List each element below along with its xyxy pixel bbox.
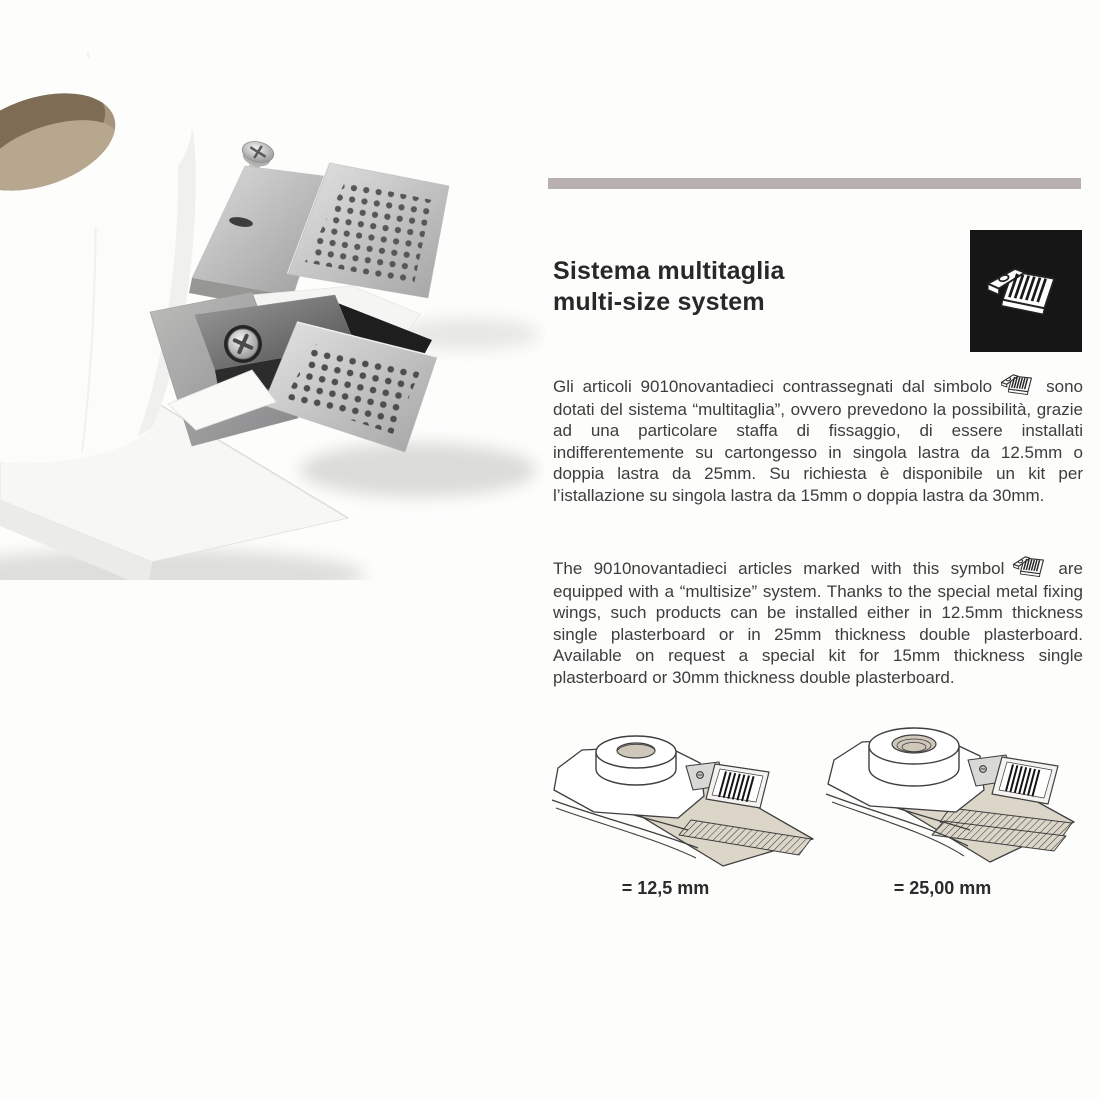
paragraph-english-after: are equipped with a “multisize” system. Thanks to the special metal fixing wings, such products can be installed either in 12.5mm thickness single plasterboard or in 25mm thickness double plasterboard. Available on request a special kit for 15mm thickness single plasterboard or 30mm thickness double plasterboard. bbox=[553, 559, 1083, 687]
multisize-symbol-box bbox=[970, 230, 1082, 352]
product-photo bbox=[0, 0, 545, 580]
multisize-bracket-icon bbox=[982, 259, 1070, 323]
section-divider-bar bbox=[548, 178, 1081, 189]
label-double-thickness: = 25,00 mm bbox=[893, 878, 992, 898]
paragraph-english-before: The 9010novantadieci articles marked with this symbol bbox=[553, 559, 1005, 578]
label-single-thickness: = 12,5 mm bbox=[621, 878, 710, 898]
title-line-italian: Sistema multitaglia bbox=[553, 257, 785, 285]
diagram-single-plasterboard bbox=[548, 708, 830, 876]
bracket-screw-icon bbox=[224, 325, 262, 363]
diagram-double-plasterboard bbox=[822, 704, 1100, 876]
paragraph-italian bbox=[553, 370, 1083, 506]
title-line-english: multi-size system bbox=[553, 288, 765, 316]
paragraph-italian-after: sono dotati del sistema “multitaglia”, ovvero prevedono la possibilità, grazie ad una particolare staffa di fissaggio, di essere installati indifferentemente su cartongesso in singola lastra da 12.5mm o doppia lastra da 25mm. Su richiesta è disponibile un kit per l’istallazione su singola lastra da 15mm o doppia lastra da 30mm. bbox=[553, 377, 1083, 505]
multisize-symbol-inline-icon bbox=[1008, 551, 1054, 583]
page-title bbox=[553, 256, 953, 318]
diagram-fixture-ring bbox=[869, 728, 959, 786]
paragraph-italian-before: Gli articoli 9010novantadieci contrassegnati dal simbolo bbox=[553, 377, 993, 396]
diagram-fixture-ring bbox=[596, 736, 676, 785]
paragraph-english bbox=[553, 552, 1083, 688]
multisize-symbol-inline-icon bbox=[996, 369, 1042, 401]
